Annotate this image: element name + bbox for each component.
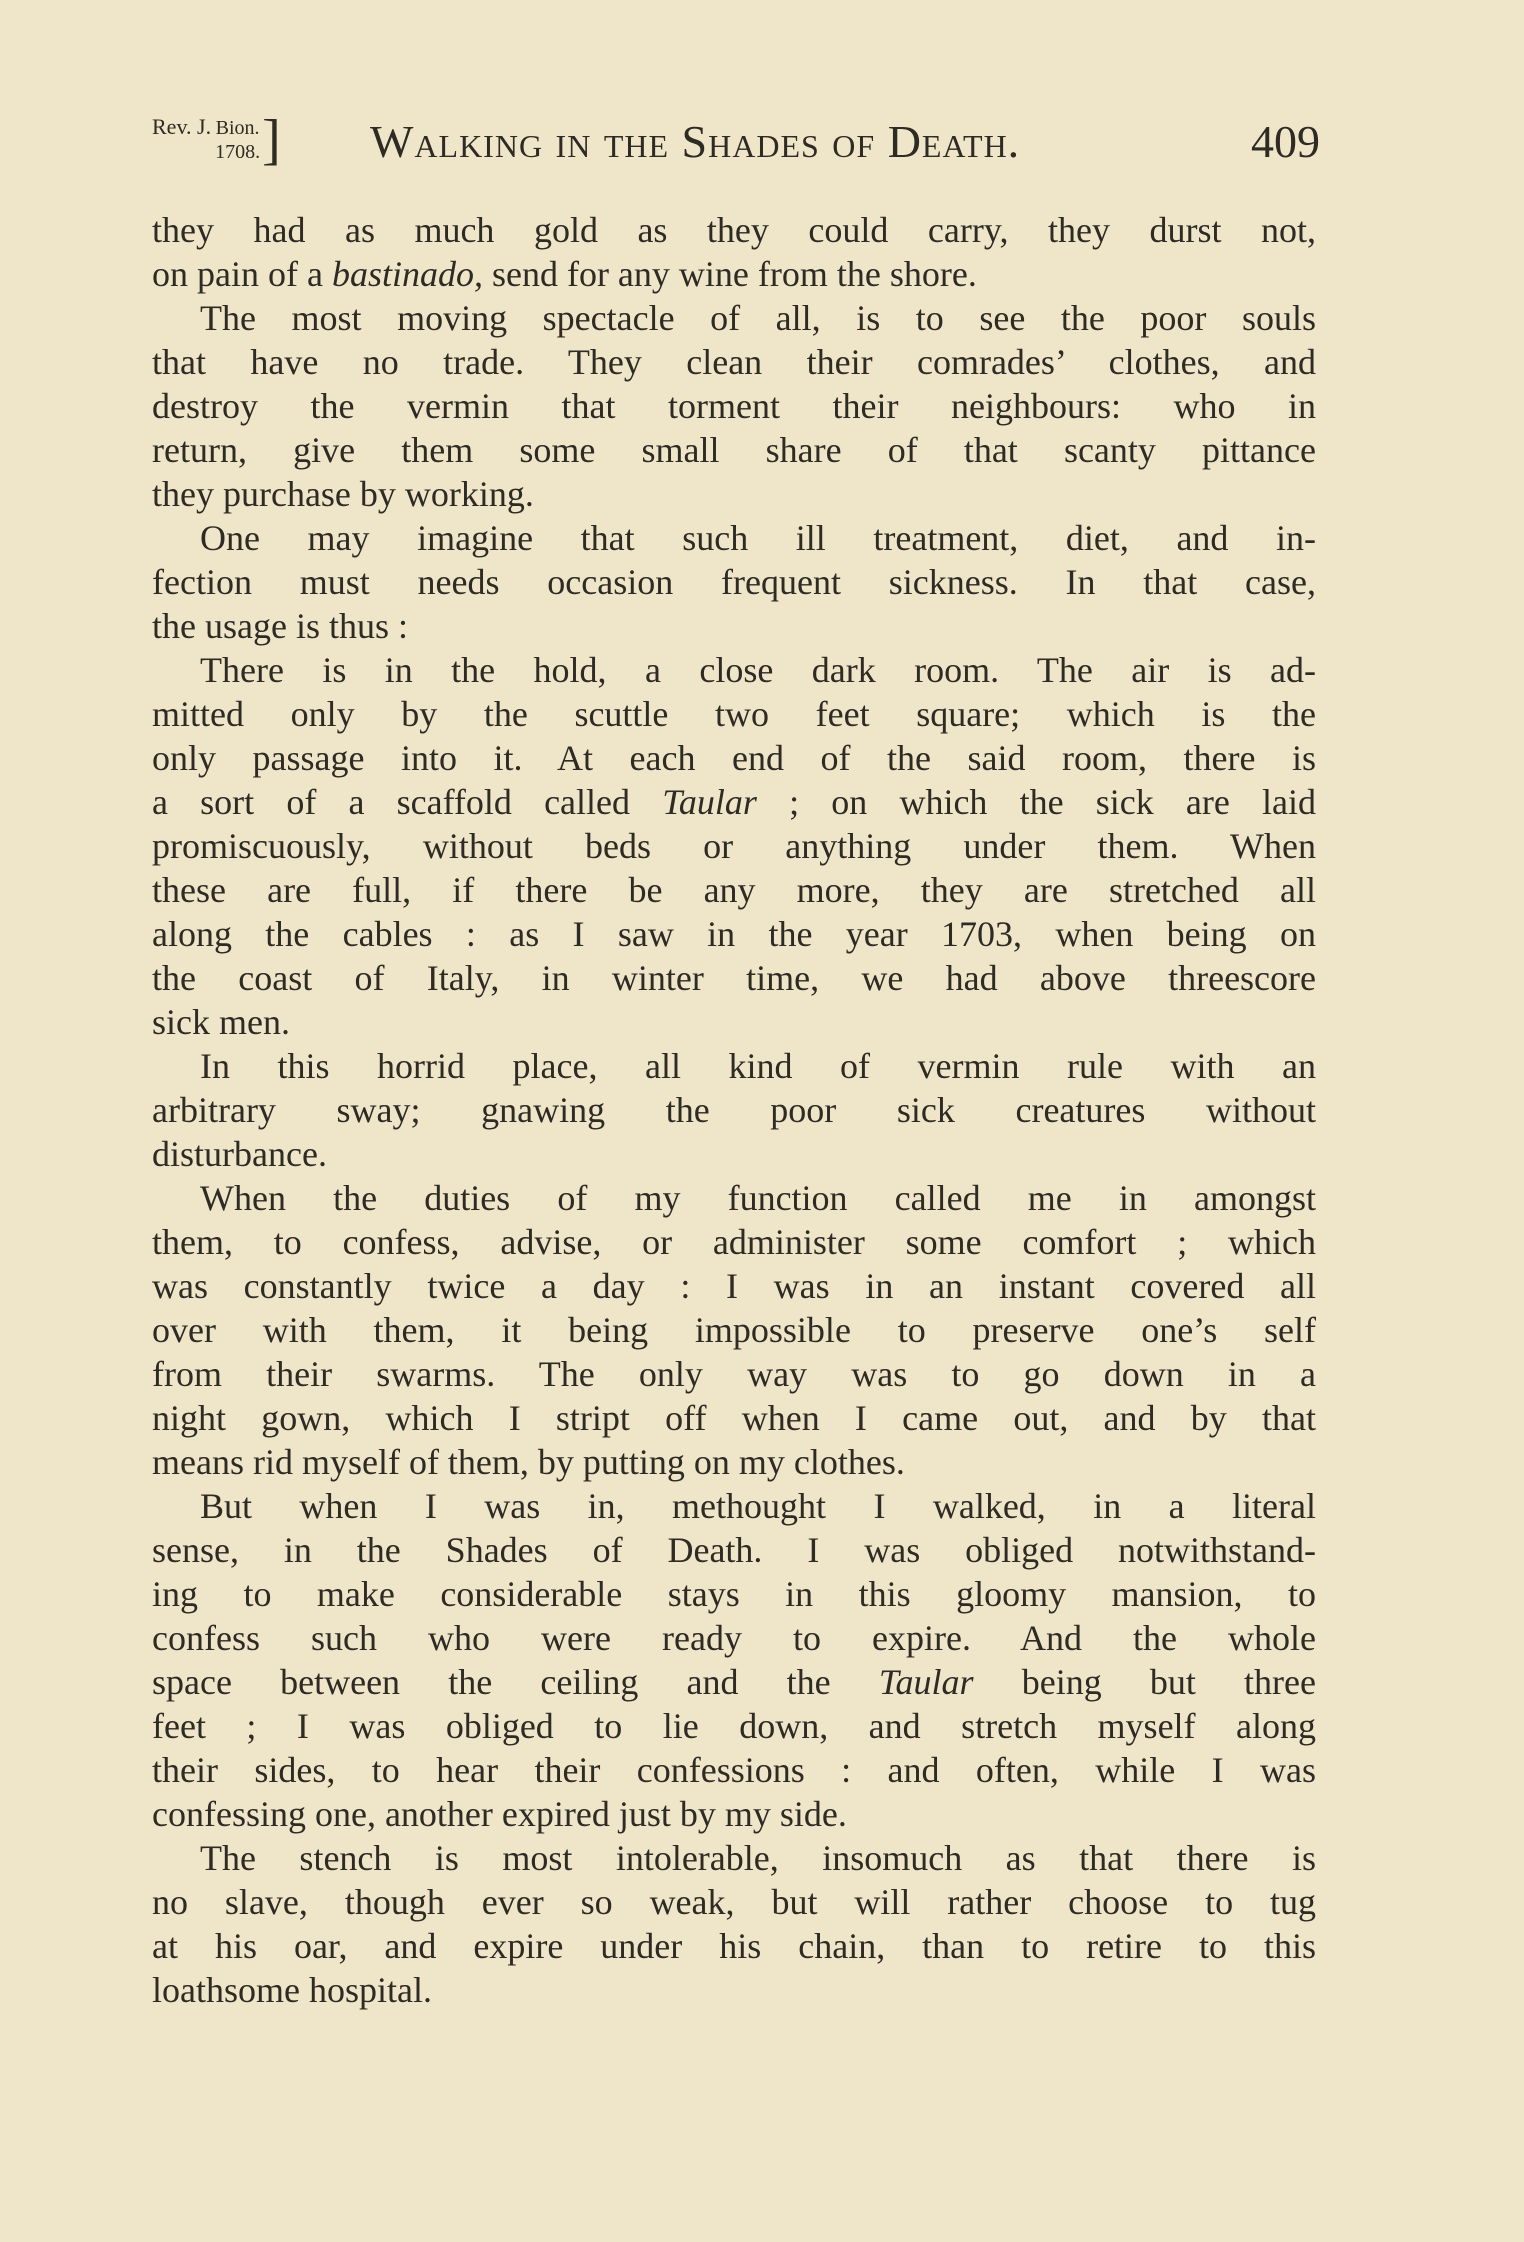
text-segment: ing to make considerable stays in this gloomy mansion, to bbox=[152, 1574, 1316, 1614]
text-line bbox=[152, 296, 1316, 340]
text-line bbox=[152, 208, 1316, 252]
text-line bbox=[152, 1132, 1316, 1176]
text-line bbox=[152, 648, 1316, 692]
text-segment: means rid myself of them, by putting on my clothes. bbox=[152, 1442, 905, 1482]
text-line bbox=[152, 692, 1316, 736]
text-segment: a sort of a scaffold called bbox=[152, 782, 663, 822]
text-line bbox=[152, 472, 1316, 516]
text-segment: being but three bbox=[973, 1662, 1316, 1702]
text-segment: ; on which the sick are laid bbox=[756, 782, 1316, 822]
text-segment: But when I was in, methought I walked, in a literal bbox=[200, 1486, 1316, 1526]
text-segment: from their swarms. The only way was to go down in a bbox=[152, 1354, 1316, 1394]
text-segment: When the duties of my function called me in amongst bbox=[200, 1178, 1316, 1218]
text-line bbox=[152, 780, 1316, 824]
text-segment: send for any wine from the shore. bbox=[482, 254, 977, 294]
text-segment: no slave, though ever so weak, but will rather choose to tug bbox=[152, 1882, 1316, 1922]
margin-reference bbox=[152, 109, 281, 171]
text-segment: at his oar, and expire under his chain, than to retire to this bbox=[152, 1926, 1316, 1966]
italic-term: Taular bbox=[878, 1662, 974, 1702]
text-segment: sense, in the Shades of Death. I was obliged notwithstand- bbox=[152, 1530, 1316, 1570]
text-segment: was constantly twice a day : I was in an instant covered all bbox=[152, 1266, 1316, 1306]
text-segment: on pain of a bbox=[152, 254, 332, 294]
page-number: 409 bbox=[1251, 116, 1320, 167]
reference-bracket: ] bbox=[262, 109, 281, 171]
text-line bbox=[152, 912, 1316, 956]
text-line bbox=[152, 1484, 1316, 1528]
running-header bbox=[152, 110, 1320, 180]
text-segment: One may imagine that such ill treatment, diet, and in- bbox=[200, 518, 1316, 558]
italic-term: Taular bbox=[662, 782, 757, 822]
text-segment: they purchase by working. bbox=[152, 474, 534, 514]
text-segment: these are full, if there be any more, they are stretched all bbox=[152, 870, 1316, 910]
text-segment: The stench is most intolerable, insomuch as that there is bbox=[200, 1838, 1316, 1878]
text-line bbox=[152, 1616, 1316, 1660]
text-line bbox=[152, 824, 1316, 868]
text-segment: sick men. bbox=[152, 1002, 290, 1042]
text-segment: promiscuously, without beds or anything under them. When bbox=[152, 826, 1316, 866]
text-line bbox=[152, 1528, 1316, 1572]
text-line bbox=[152, 1572, 1316, 1616]
italic-term: bastinado, bbox=[331, 254, 483, 294]
text-line bbox=[152, 1352, 1316, 1396]
text-line bbox=[152, 1924, 1316, 1968]
text-segment: In this horrid place, all kind of vermin rule with an bbox=[200, 1046, 1316, 1086]
text-line bbox=[152, 1000, 1316, 1044]
text-line bbox=[152, 1440, 1316, 1484]
text-segment: destroy the vermin that torment their neighbours: who in bbox=[152, 386, 1316, 426]
text-line bbox=[152, 516, 1316, 560]
text-segment: fection must needs occasion frequent sickness. In that case, bbox=[152, 562, 1316, 602]
text-line bbox=[152, 1836, 1316, 1880]
body-text bbox=[152, 208, 1316, 2012]
text-line bbox=[152, 340, 1316, 384]
text-segment: they had as much gold as they could carry, they durst not, bbox=[152, 210, 1316, 250]
text-line bbox=[152, 1044, 1316, 1088]
text-segment: space between the ceiling and the bbox=[152, 1662, 879, 1702]
text-segment: There is in the hold, a close dark room. The air is ad- bbox=[200, 650, 1316, 690]
text-line bbox=[152, 560, 1316, 604]
text-line bbox=[152, 604, 1316, 648]
text-segment: confess such who were ready to expire. And the whole bbox=[152, 1618, 1316, 1658]
reference-author: Rev. J. bbox=[152, 114, 212, 139]
text-line bbox=[152, 1748, 1316, 1792]
text-segment: loathsome hospital. bbox=[152, 1970, 432, 2010]
text-segment: night gown, which I stript off when I came out, and by that bbox=[152, 1398, 1316, 1438]
reference-top: Bion. bbox=[215, 117, 260, 139]
text-line bbox=[152, 1220, 1316, 1264]
text-segment: over with them, it being impossible to preserve one’s self bbox=[152, 1310, 1316, 1350]
text-segment: only passage into it. At each end of the said room, there is bbox=[152, 738, 1316, 778]
text-segment: The most moving spectacle of all, is to see the poor souls bbox=[200, 298, 1316, 338]
text-line bbox=[152, 956, 1316, 1000]
text-segment: mitted only by the scuttle two feet square; which is the bbox=[152, 694, 1316, 734]
text-line bbox=[152, 1968, 1316, 2012]
reference-year-group bbox=[215, 116, 260, 164]
text-line bbox=[152, 736, 1316, 780]
text-segment: that have no trade. They clean their comrades’ clothes, and bbox=[152, 342, 1316, 382]
text-segment: return, give them some small share of that scanty pittance bbox=[152, 430, 1316, 470]
text-segment: arbitrary sway; gnawing the poor sick creatures without bbox=[152, 1090, 1316, 1130]
text-segment: the coast of Italy, in winter time, we had above threescore bbox=[152, 958, 1316, 998]
text-segment: the usage is thus : bbox=[152, 606, 408, 646]
text-segment: disturbance. bbox=[152, 1134, 327, 1174]
text-line bbox=[152, 1704, 1316, 1748]
text-line bbox=[152, 868, 1316, 912]
text-segment: them, to confess, advise, or administer some comfort ; which bbox=[152, 1222, 1316, 1262]
text-line bbox=[152, 1088, 1316, 1132]
text-line bbox=[152, 1880, 1316, 1924]
text-line bbox=[152, 1396, 1316, 1440]
page-title: Walking in the Shades of Death. bbox=[370, 116, 1021, 167]
reference-year: 1708. bbox=[215, 141, 261, 163]
text-segment: their sides, to hear their confessions : and often, while I was bbox=[152, 1750, 1316, 1790]
text-line bbox=[152, 1176, 1316, 1220]
text-segment: feet ; I was obliged to lie down, and stretch myself along bbox=[152, 1706, 1316, 1746]
text-line bbox=[152, 252, 1316, 296]
text-line bbox=[152, 1792, 1316, 1836]
text-segment: confessing one, another expired just by my side. bbox=[152, 1794, 847, 1834]
text-segment: along the cables : as I saw in the year 1703, when being on bbox=[152, 914, 1316, 954]
text-line bbox=[152, 1264, 1316, 1308]
text-line bbox=[152, 1308, 1316, 1352]
text-line bbox=[152, 1660, 1316, 1704]
text-line bbox=[152, 384, 1316, 428]
text-line bbox=[152, 428, 1316, 472]
